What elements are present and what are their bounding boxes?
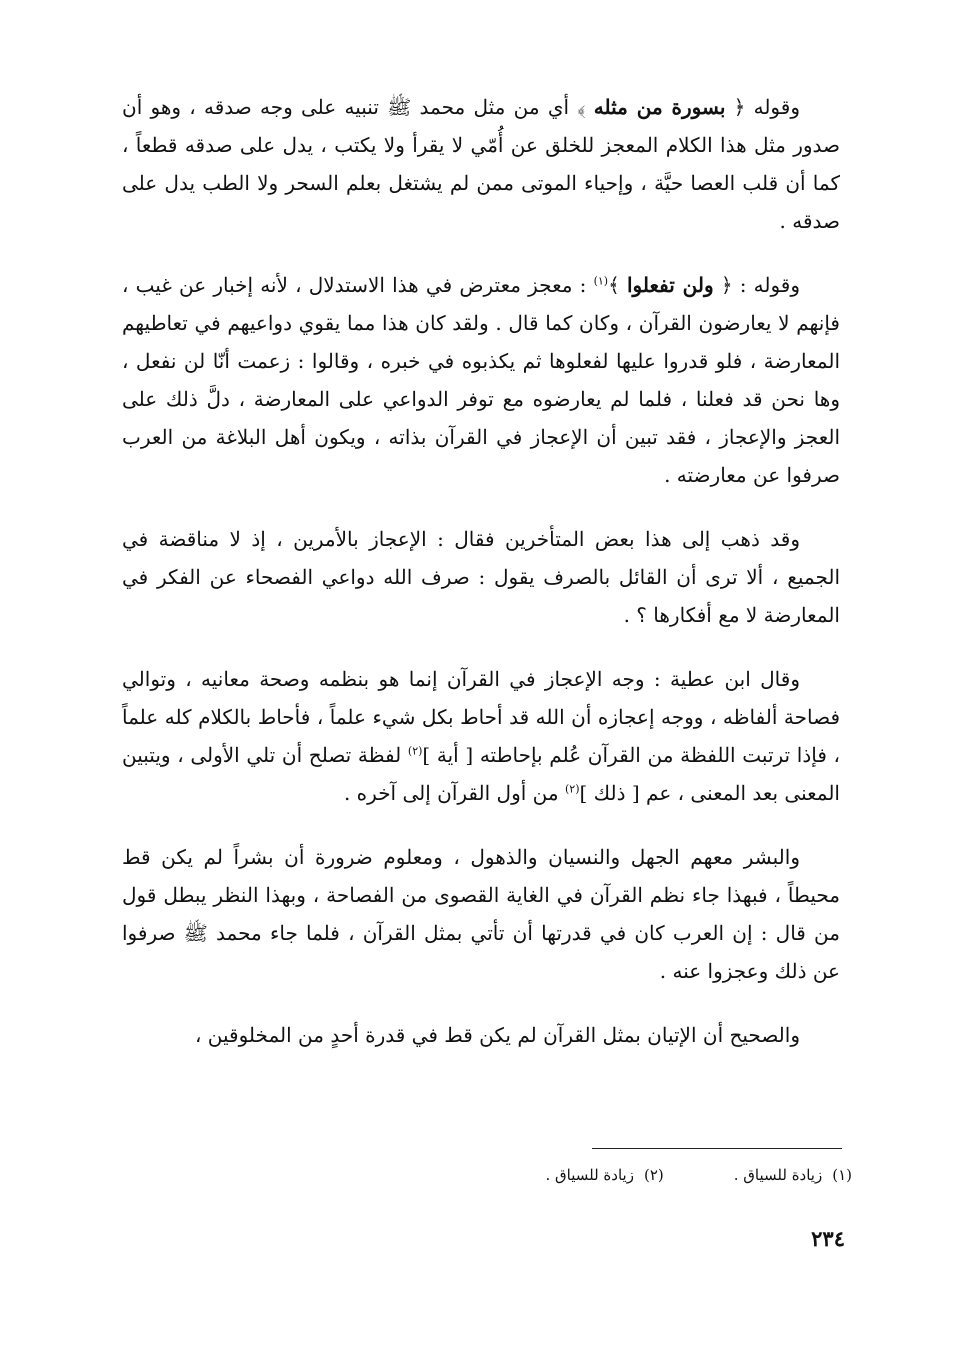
paragraph-text: وقد ذهب إلى هذا بعض المتأخرين فقال : الإعجاز بالأمرين ، إذ لا مناقضة في الجميع ، ألا ترى أن القائل بالصرف يقول : صرف الله دواعي الفصحاء عن الفكر في المعارضة لا مع أفكارها ؟ . bbox=[122, 527, 840, 627]
footnote-1 bbox=[734, 1164, 852, 1186]
footnote-ref: (١) bbox=[593, 274, 609, 288]
paragraph-text: ﴾ bbox=[608, 273, 627, 297]
footnote-number: (٢) bbox=[643, 1166, 664, 1184]
footnote-text: زيادة للسياق . bbox=[545, 1166, 634, 1184]
footnote-ref: (٢) bbox=[407, 744, 423, 758]
paragraph-text: ﴾ أي من مثل محمد ﷺ تنبيه على وجه صدقه ، وهو أن صدور مثل هذا الكلام المعجز للخلق عن أُمّي لا يقرأ ولا يكتب ، يدل على صدقه قطعاً ، كما أن قلب العصا حيَّة ، وإحياء الموتى ممن لم يشتغل بعلم السحر ولا الطب يدل على صدقه . bbox=[122, 95, 840, 233]
page-number: ٢٣٤ bbox=[811, 1226, 845, 1251]
paragraph-text: وقوله ﴿ bbox=[725, 95, 800, 119]
footnote-2 bbox=[545, 1164, 663, 1186]
paragraph-text: لفظة تصلح أن تلي الأولى ، ويتبين المعنى بعد المعنى ، عم [ ذلك ] bbox=[122, 743, 840, 805]
paragraph-4 bbox=[122, 660, 840, 812]
paragraph-6 bbox=[122, 1016, 840, 1054]
footnote-number: (١) bbox=[832, 1166, 852, 1184]
paragraph-1 bbox=[122, 88, 840, 240]
main-text bbox=[122, 88, 840, 1080]
paragraph-text: من أول القرآن إلى آخره . bbox=[343, 781, 565, 805]
footnote-divider bbox=[592, 1148, 842, 1149]
paragraph-2 bbox=[122, 266, 840, 494]
paragraph-5 bbox=[122, 838, 840, 990]
footnote-ref: (٢) bbox=[564, 782, 580, 796]
paragraph-text: وقوله : ﴿ bbox=[713, 273, 801, 297]
quran-quote: ولن تفعلوا bbox=[627, 273, 714, 297]
quran-quote: بسورة من مثله bbox=[593, 95, 726, 119]
footnote-text: زيادة للسياق . bbox=[733, 1166, 823, 1184]
paragraph-text: والصحيح أن الإتيان بمثل القرآن لم يكن قط في قدرة أحدٍ من المخلوقين ، bbox=[194, 1023, 800, 1047]
paragraph-text: وقال ابن عطية : وجه الإعجاز في القرآن إنما هو بنظمه وصحة معانيه ، وتوالي فصاحة ألفاظه ، ووجه إعجازه أن الله قد أحاط بكل شيء علماً ، فأحاط بالكلام كله علماً ، فإذا ترتبت اللفظة من القرآن عُلم بإحاطته [ أية ] bbox=[122, 667, 841, 767]
footnotes bbox=[360, 1164, 852, 1186]
paragraph-3 bbox=[122, 520, 840, 634]
paragraph-text: والبشر معهم الجهل والنسيان والذهول ، ومعلوم ضرورة أن بشراً لم يكن قط محيطاً ، فبهذا جاء نظم القرآن في الغاية القصوى من الفصاحة ، وبهذا النظر يبطل قول من قال : إن العرب كان في قدرتها أن تأتي بمثل القرآن ، فلما جاء محمد ﷺ صرفوا عن ذلك وعجزوا عنه . bbox=[122, 845, 840, 983]
paragraph-text: : معجز معترض في هذا الاستدلال ، لأنه إخبار عن غيب ، فإنهم لا يعارضون القرآن ، وكان كما قال . ولقد كان هذا مما يقوي دواعيهم في تعاطيهم المعارضة ، فلو قدروا عليها لفعلوها ثم يكذبوه في خبره ، وقالوا : زعمت أنّا لن نفعل ، وها نحن قد فعلنا ، فلما لم يعارضوه مع توفر الدواعي على المعارضة ، دلَّ ذلك على العجز والإعجاز ، فقد تبين أن الإعجاز في القرآن بذاته ، ويكون أهل البلاغة من العرب صرفوا عن معارضته . bbox=[122, 273, 841, 487]
